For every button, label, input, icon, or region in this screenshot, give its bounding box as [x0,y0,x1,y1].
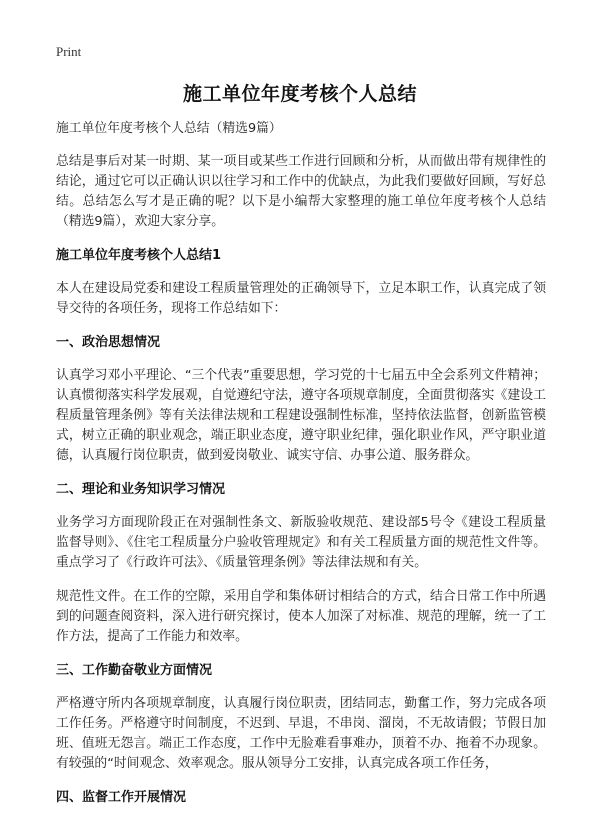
section-heading-politics: 一、政治思想情况 [56,335,161,350]
section-paragraph: 业务学习方面现阶段正在对强制性条文、新版验收规范、建设部5号令《建设工程质量监督导则》、《住宅工程质量分户验收管理规定》和有关工程质量方面的规范性文件等。重点学习了《行政许可法》、《质量管理条例》等法律法规和有关。 [56,515,546,570]
page-title: 施工单位年度考核个人总结 [182,83,417,105]
document-body [56,119,546,808]
article-heading: 施工单位年度考核个人总结1 [56,248,222,263]
section-heading-supervision: 四、监督工作开展情况 [56,790,187,805]
article-intro-paragraph: 本人在建设局党委和建设工程质量管理处的正确领导下，立足本职工作，认真完成了领导交待的各项任务，现将工作总结如下： [56,281,546,316]
section-paragraph: 认真学习邓小平理论、“三个代表”重要思想，学习党的十七届五中全会系列文件精神；认真惯彻落实科学发展观，自觉遵纪守法，遵守各项规章制度，全面贯彻落实《建设工程质量管理条例》等有关法律法规和工程建设强制性标准，坚持依法监督，创新监管模式，树立正确的职业观念，端正职业态度，遵守职业纪律，强化职业作风，严守职业道德，认真履行岗位职责，做到爱岗敬业、诚实守信、办事公道、服务群众。 [56,368,546,463]
section-heading-diligence: 三、工作勤奋敬业方面情况 [56,663,213,678]
section-paragraph: 严格遵守所内各项规章制度，认真履行岗位职责，团结同志，勤奮工作，努力完成各项工作任务。严格遵守时间制度，不迟到、早退，不串岗、溜岗，不无故请假；节假日加班、值班无怨言。端正工作态度，工作中无脸难看事难办，顶着不办、拖着不办现象。有较强的“时间观念、效率观念。服从领导分工安排，认真完成各项工作任务， [56,696,546,771]
document-subtitle: 施工单位年度考核个人总结（精选9篇） [56,121,282,136]
section-paragraph: 规范性文件。在工作的空隙，采用自学和集体研讨相结合的方式，结合日常工作中所遇到的问题查阅资料，深入进行研究探讨，使本人加深了对标准、规范的理解，统一了工作方法，提高了工作能力和效率。 [56,589,546,644]
intro-paragraph: 总结是事后对某一时期、某一项目或某些工作进行回顾和分析，从而做出带有规律性的结论，通过它可以正确认识以往学习和工作中的优缺点，为此我们要做好回顾，写好总结。总结怎么写才是正确的呢？以下是小编帮大家整理的施工单位年度考核个人总结（精选9篇），欢迎大家分享。 [56,154,546,229]
print-link[interactable]: Print [56,44,82,59]
section-heading-learning: 二、理论和业务知识学习情况 [56,482,226,497]
